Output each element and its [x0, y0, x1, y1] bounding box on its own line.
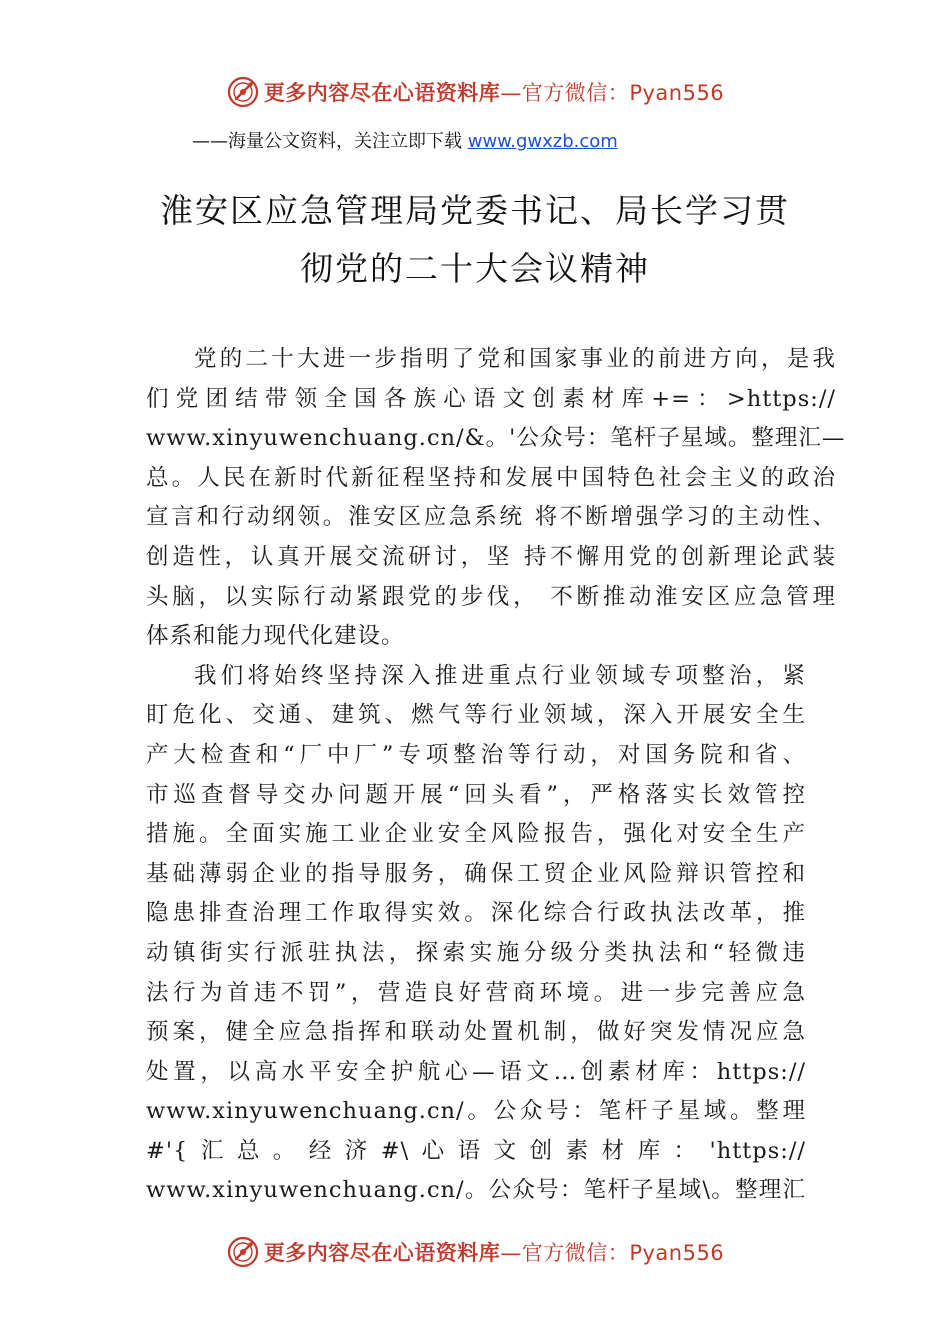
gwxzb-link[interactable]: www.gwxzb.com [467, 131, 618, 152]
paragraph-line: 创造性，认真开展交流研讨，坚 持不懈用党的创新理论武装 [146, 543, 836, 570]
paragraph-line: 头脑，以实际行动紧跟党的步伐， 不断推动淮安区应急管理 [146, 583, 836, 610]
title-line-1: 淮安区应急管理局党委书记、局长学习贯 [160, 191, 790, 230]
paragraph-line: 宣言和行动纲领。淮安区应急系统 将不断增强学习的主动性、 [146, 504, 836, 531]
paragraph-line: 党的二十大进一步指明了党和国家事业的前进方向，是我 [194, 346, 836, 372]
title-line-2: 彻党的二十大会议精神 [300, 249, 650, 288]
paragraph-line: 措施。全面实施工业企业安全风险报告，强化对安全生产 [146, 821, 806, 848]
paragraph-line: #'{汇总。经济#\心语文创素材库：'https:// [146, 1137, 806, 1164]
document-title [0, 182, 950, 298]
paragraph-line: 产大检查和“厂中厂”专项整治等行动，对国务院和省、 [146, 741, 806, 768]
paragraph-line: 我们将始终坚持深入推进重点行业领域专项整治，紧 [194, 662, 806, 689]
seal-logo-icon [226, 75, 260, 109]
download-notice-text: ——海量公文资料，关注立即下载 [192, 131, 468, 152]
seal-logo-icon [226, 1235, 260, 1269]
banner-text: 更多内容尽在心语资料库—官方微信：Pyan556 [263, 81, 725, 105]
paragraph-line: 们党团结带领全国各族心语文创素材库+=：>https:// [146, 385, 836, 412]
paragraph-line: 市巡查督导交办问题开展“回头看”，严格落实长效管控 [146, 781, 806, 808]
paragraph-line: 体系和能力现代化建设。 [146, 623, 405, 650]
paragraph-2 [146, 657, 806, 1211]
document-body [146, 340, 846, 1211]
paragraph-line: 处置，以高水平安全护航心—语文…创素材库：https:// [146, 1058, 806, 1085]
header-banner [0, 72, 950, 112]
paragraph-line: www.xinyuwenchuang.cn/。公众号：笔杆子星域。整理 [146, 1098, 806, 1125]
paragraph-line: 盯危化、交通、建筑、燃气等行业领域，深入开展安全生 [146, 702, 806, 729]
paragraph-line: www.xinyuwenchuang.cn/。公众号：笔杆子星域\。整理汇 [146, 1177, 806, 1204]
paragraph-line: 法行为首违不罚”，营造良好营商环境。进一步完善应急 [146, 979, 806, 1006]
paragraph-line: www.xinyuwenchuang.cn/&。'公众号：笔杆子星域。整理汇— [146, 425, 846, 452]
paragraph-line: 总。人民在新时代新征程坚持和发展中国特色社会主义的政治 [146, 464, 836, 491]
paragraph-line: 预案，健全应急指挥和联动处置机制，做好突发情况应急 [146, 1019, 806, 1046]
footer-banner [0, 1232, 950, 1272]
paragraph-1 [146, 340, 846, 657]
download-notice [192, 127, 618, 153]
paragraph-line: 动镇街实行派驻执法，探索实施分级分类执法和“轻微违 [146, 939, 806, 966]
paragraph-line: 隐患排查治理工作取得实效。深化综合行政执法改革，推 [146, 900, 806, 927]
banner-text: 更多内容尽在心语资料库—官方微信：Pyan556 [263, 1241, 725, 1265]
paragraph-line: 基础薄弱企业的指导服务，确保工贸企业风险辩识管控和 [146, 860, 806, 887]
